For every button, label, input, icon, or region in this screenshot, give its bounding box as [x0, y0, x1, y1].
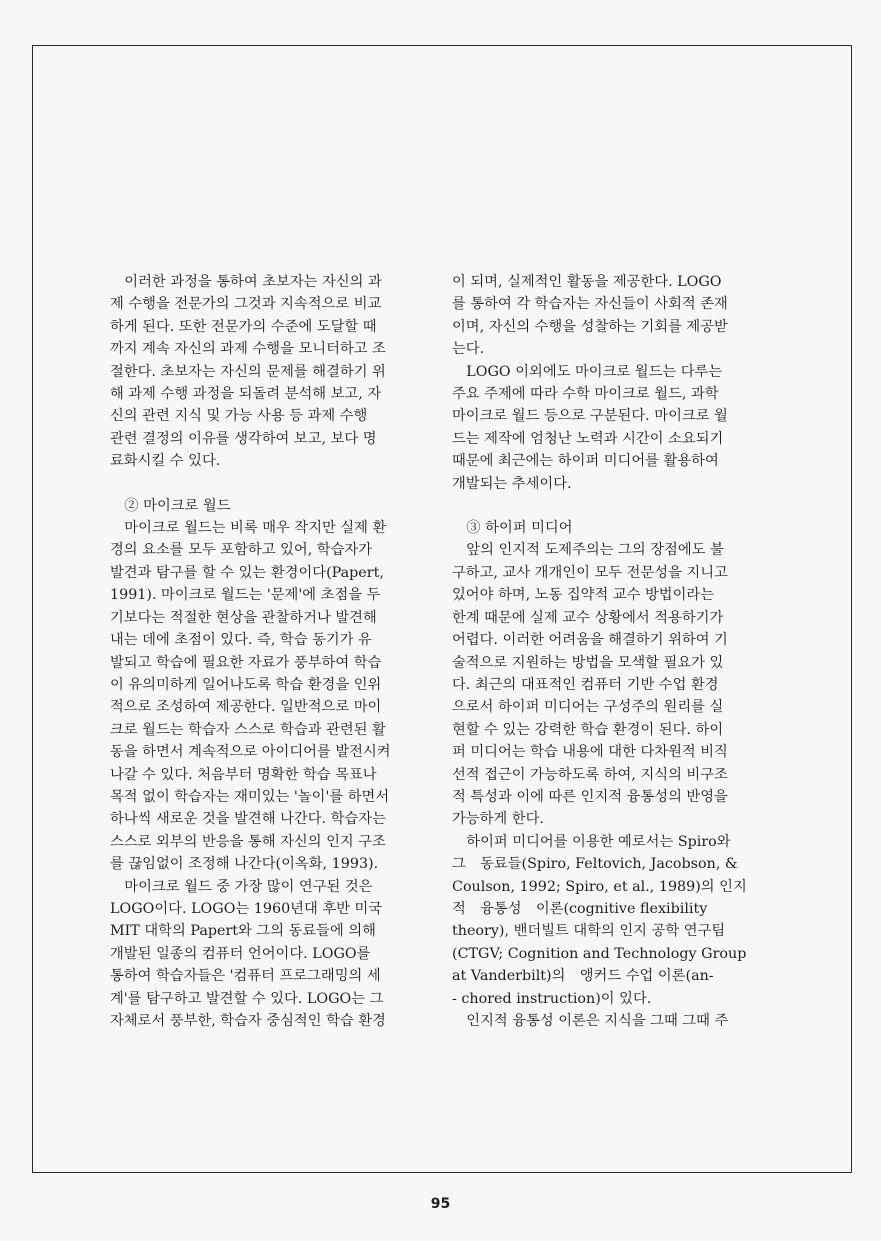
- text-line: 가능하게 한다.: [452, 811, 544, 828]
- text-line: at Vanderbilt)의 앵커드 수업 이론(an-: [452, 968, 714, 985]
- paragraph-hypermedia: [452, 539, 767, 1032]
- text-line: 마이크로 월드 등으로 구분된다. 마이크로 월: [452, 408, 728, 425]
- right-column: [452, 271, 767, 1032]
- text-line: 기보다는 적절한 현상을 관찰하거나 발견해: [110, 609, 377, 626]
- text-line: theory), 밴더빌트 대학의 인지 공학 연구팀: [452, 923, 726, 940]
- text-line: Coulson, 1992; Spiro, et al., 1989)의 인지: [452, 878, 747, 895]
- heading-microworld: ② 마이크로 월드: [110, 497, 231, 514]
- text-line: 퍼 미디어는 학습 내용에 대한 다차원적 비직: [452, 744, 728, 761]
- text-line: 관련 결정의 이유를 생각하여 보고, 보다 명: [110, 430, 377, 447]
- text-line: 료화시킬 수 있다.: [110, 453, 221, 470]
- spacer: [452, 495, 767, 517]
- text-line: 하이퍼 미디어를 이용한 예로서는 Spiro와: [452, 833, 731, 850]
- text-line: 어렵다. 이러한 어려움을 해결하기 위하여 기: [452, 632, 728, 649]
- text-line: 적으로 조성하여 제공한다. 일반적으로 마이: [110, 699, 382, 716]
- text-line: 발되고 학습에 필요한 자료가 풍부하여 학습: [110, 654, 382, 671]
- text-line: 이 유의미하게 일어나도록 학습 환경을 인위: [110, 676, 382, 693]
- text-line: 발견과 탐구를 할 수 있는 환경이다(Papert,: [110, 564, 384, 581]
- text-line: 적 특성과 이에 따른 인지적 융통성의 반영을: [452, 788, 728, 805]
- text-line: 주요 주제에 따라 수학 마이크로 월드, 과학: [452, 386, 719, 403]
- text-line: 마이크로 월드는 비록 매우 작지만 실제 환: [110, 520, 387, 537]
- text-line: 앞의 인지적 도제주의는 그의 장점에도 불: [452, 542, 724, 559]
- text-line: 스스로 외부의 반응을 통해 자신의 인지 구조: [110, 833, 386, 850]
- spacer: [110, 473, 425, 495]
- text-line: MIT 대학의 Papert와 그의 동료들에 의해: [110, 923, 376, 940]
- text-line: 현할 수 있는 강력한 학습 환경이 된다. 하이: [452, 721, 724, 738]
- text-line: 통하여 학습자들은 '컴퓨터 프로그래밍의 세: [110, 968, 381, 985]
- paragraph-logo: [452, 271, 767, 495]
- text-line: 그 동료들(Spiro, Feltovich, Jacobson, &: [452, 856, 738, 873]
- text-line: 인지적 융통성 이론은 지식을 그때 그때 주: [452, 1013, 729, 1029]
- text-line: 자체로서 풍부한, 학습자 중심적인 학습 환경: [110, 1013, 386, 1029]
- text-line: 술적으로 지원하는 방법을 모색할 필요가 있: [452, 654, 724, 671]
- text-line: 드는 제작에 엄청난 노력과 시간이 소요되기: [452, 430, 724, 447]
- text-line: 이러한 과정을 통하여 초보자는 자신의 과: [110, 274, 382, 290]
- text-line: 동을 하면서 계속적으로 아이디어를 발전시켜: [110, 744, 391, 761]
- paragraph-microworld: [110, 517, 425, 1032]
- heading-hypermedia: ③ 하이퍼 미디어: [452, 520, 573, 537]
- text-line: 으로서 하이퍼 미디어는 구성주의 원리를 실: [452, 699, 724, 716]
- text-line: 내는 데에 초점이 있다. 즉, 학습 동기가 유: [110, 632, 372, 649]
- text-line: 를 끊임없이 조정해 나간다(이옥화, 1993).: [110, 856, 379, 873]
- text-line: 를 통하여 각 학습자는 자신들이 사회적 존재: [452, 296, 728, 313]
- text-line: 있어야 하며, 노동 집약적 교수 방법이라는: [452, 587, 715, 604]
- text-line: 하게 된다. 또한 전문가의 수준에 도달할 때: [110, 318, 377, 335]
- text-line: 나갈 수 있다. 처음부터 명확한 학습 목표나: [110, 766, 377, 783]
- text-line: 이며, 자신의 수행을 성찰하는 기회를 제공받: [452, 318, 728, 335]
- text-line: LOGO이다. LOGO는 1960년대 후반 미국: [110, 900, 383, 917]
- text-line: 개발되는 추세이다.: [452, 475, 572, 492]
- text-line: 다. 최근의 대표적인 컴퓨터 기반 수업 환경: [452, 676, 719, 693]
- text-line: 목적 없이 학습자는 재미있는 '놀이'를 하면서: [110, 788, 390, 805]
- text-line: 크로 월드는 학습자 스스로 학습과 관련된 활: [110, 721, 386, 738]
- text-line: 는다.: [452, 341, 485, 358]
- text-line: 계'를 탐구하고 발견할 수 있다. LOGO는 그: [110, 990, 384, 1007]
- text-line: 이 되며, 실제적인 활동을 제공한다. LOGO: [452, 274, 722, 290]
- text-line: 마이크로 월드 중 가장 많이 연구된 것은: [110, 878, 373, 895]
- text-line: 하나씩 새로운 것을 발견해 나간다. 학습자는: [110, 811, 386, 828]
- text-line: 제 수행을 전문가의 그것과 지속적으로 비교: [110, 296, 382, 313]
- text-line: 한계 때문에 실제 교수 상황에서 적용하기가: [452, 609, 724, 626]
- text-line: 적 융통성 이론(cognitive flexibility: [452, 900, 708, 917]
- text-line: 까지 계속 자신의 과제 수행을 모니터하고 조: [110, 341, 386, 358]
- left-column: [110, 271, 425, 1032]
- text-line: 때문에 최근에는 하이퍼 미디어를 활용하여: [452, 453, 719, 470]
- text-line: 절한다. 초보자는 자신의 문제를 해결하기 위: [110, 363, 386, 380]
- text-line: 경의 요소를 모두 포함하고 있어, 학습자가: [110, 542, 373, 559]
- text-line: (CTGV; Cognition and Technology Group: [452, 945, 747, 962]
- text-line: 신의 관련 지식 및 가능 사용 등 과제 수행: [110, 408, 368, 425]
- text-line: 해 과제 수행 과정을 되돌려 분석해 보고, 자: [110, 386, 382, 403]
- text-line: LOGO 이외에도 마이크로 월드는 다루는: [452, 363, 723, 380]
- text-line: 구하고, 교사 개개인이 모두 전문성을 지니고: [452, 564, 728, 581]
- text-line: 선적 접근이 가능하도록 하여, 지식의 비구조: [452, 766, 728, 783]
- paragraph-cognitive-apprenticeship-end: [110, 271, 425, 473]
- text-line: - chored instruction)이 있다.: [452, 990, 652, 1007]
- text-line: 1991). 마이크로 월드는 '문제'에 초점을 두: [110, 587, 381, 604]
- text-line: 개발된 일종의 컴퓨터 언어이다. LOGO를: [110, 945, 371, 962]
- page-number: 95: [430, 1196, 451, 1212]
